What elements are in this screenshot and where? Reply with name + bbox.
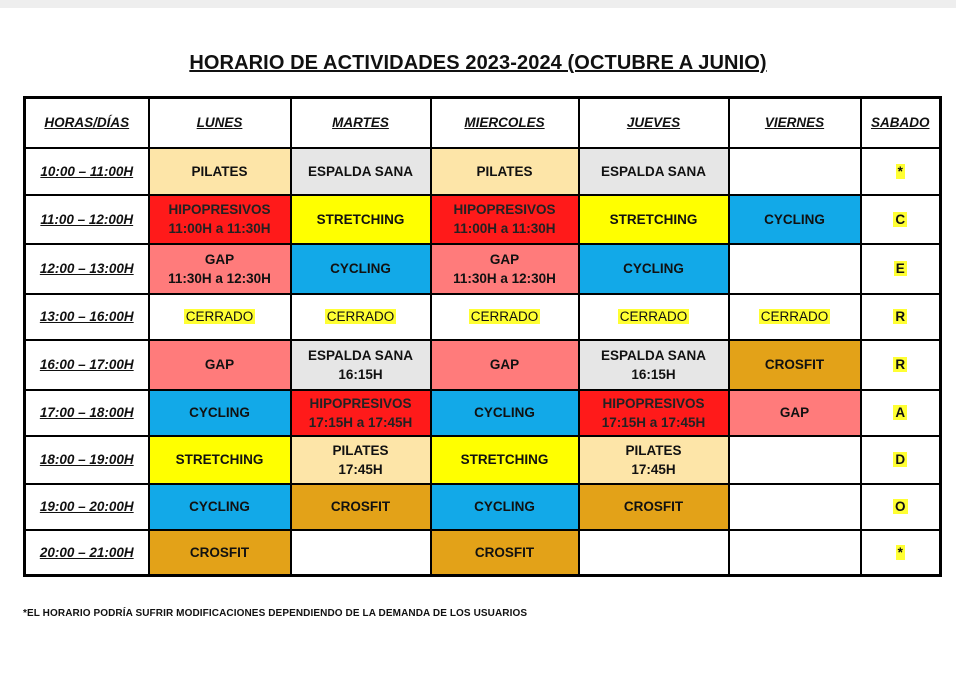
saturday-cell	[861, 436, 941, 484]
saturday-letter: D	[895, 452, 906, 467]
table-row	[25, 390, 941, 436]
activity-cell	[149, 244, 291, 294]
activity-cell	[291, 340, 431, 390]
activity-name: CERRADO	[619, 309, 688, 324]
activity-cell	[729, 390, 861, 436]
activity-time: 16:15H	[631, 366, 676, 382]
activity-name: PILATES	[191, 163, 248, 179]
saturday-letter: R	[895, 357, 906, 372]
hour-cell: 16:00 – 17:00H	[25, 340, 149, 390]
activity-cell	[579, 294, 729, 340]
table-row	[25, 244, 941, 294]
activity-name: PILATES	[625, 442, 682, 458]
table-row	[25, 530, 941, 576]
activity-name: HIPOPRESIVOS	[602, 395, 705, 411]
activity-cell	[291, 244, 431, 294]
saturday-letter: A	[895, 405, 906, 420]
activity-cell	[291, 148, 431, 195]
hour-cell: 11:00 – 12:00H	[25, 195, 149, 244]
header-thursday: JUEVES	[579, 98, 729, 148]
activity-time: 17:45H	[338, 461, 383, 477]
activity-cell	[729, 436, 861, 484]
activity-cell	[431, 244, 579, 294]
table-row	[25, 436, 941, 484]
activity-cell	[291, 294, 431, 340]
activity-name: GAP	[779, 405, 810, 420]
activity-name: ESPALDA SANA	[307, 347, 413, 363]
activity-cell	[729, 294, 861, 340]
activity-time: 11:00H a 11:30H	[168, 221, 271, 236]
saturday-cell	[861, 244, 941, 294]
activity-time: 17:45H	[631, 461, 676, 477]
activity-cell	[431, 340, 579, 390]
hour-cell: 17:00 – 18:00H	[25, 390, 149, 436]
header-tuesday: MARTES	[291, 98, 431, 148]
top-bar	[0, 0, 956, 8]
schedule-table	[23, 96, 942, 577]
hour-cell: 19:00 – 20:00H	[25, 484, 149, 530]
saturday-letter: O	[894, 499, 906, 514]
saturday-cell	[861, 530, 941, 576]
activity-name: STRETCHING	[175, 452, 264, 467]
activity-time: 17:15H a 17:45H	[601, 414, 706, 430]
hour-cell: 10:00 – 11:00H	[25, 148, 149, 195]
activity-cell	[431, 484, 579, 530]
table-row	[25, 294, 941, 340]
saturday-letter: *	[897, 544, 903, 560]
activity-cell	[149, 195, 291, 244]
activity-cell	[291, 436, 431, 484]
activity-name: CERRADO	[470, 309, 539, 324]
activity-cell	[431, 436, 579, 484]
activity-time: 16:15H	[338, 366, 383, 382]
activity-name: PILATES	[476, 163, 533, 179]
activity-name: STRETCHING	[460, 452, 549, 467]
activity-cell	[149, 530, 291, 576]
activity-name: CYCLING	[623, 261, 684, 276]
activity-name: CYCLING	[330, 261, 391, 276]
saturday-cell	[861, 340, 941, 390]
activity-cell	[149, 340, 291, 390]
table-row	[25, 340, 941, 390]
header-row	[25, 98, 941, 148]
activity-name: CYCLING	[474, 499, 535, 514]
activity-name: CROSFIT	[623, 499, 684, 514]
activity-cell	[579, 390, 729, 436]
hour-cell: 20:00 – 21:00H	[25, 530, 149, 576]
table-row	[25, 484, 941, 530]
activity-name: ESPALDA SANA	[600, 347, 706, 363]
header-wednesday: MIERCOLES	[431, 98, 579, 148]
activity-name: CROSFIT	[764, 357, 825, 372]
activity-cell	[291, 530, 431, 576]
activity-cell	[431, 530, 579, 576]
activity-cell	[291, 484, 431, 530]
activity-name: CYCLING	[189, 405, 250, 420]
activity-cell	[579, 195, 729, 244]
saturday-letter: E	[895, 261, 905, 276]
activity-cell	[579, 484, 729, 530]
activity-cell	[579, 244, 729, 294]
activity-cell	[149, 436, 291, 484]
activity-cell	[431, 390, 579, 436]
hour-cell: 13:00 – 16:00H	[25, 294, 149, 340]
activity-name: STRETCHING	[609, 211, 698, 227]
activity-name: GAP	[204, 251, 235, 267]
activity-cell	[729, 484, 861, 530]
activity-name: HIPOPRESIVOS	[168, 202, 271, 217]
activity-name: CERRADO	[326, 309, 395, 324]
activity-cell	[149, 390, 291, 436]
table-row	[25, 148, 941, 195]
activity-cell	[149, 294, 291, 340]
activity-cell	[579, 530, 729, 576]
hour-cell: 12:00 – 13:00H	[25, 244, 149, 294]
activity-name: CERRADO	[760, 309, 829, 324]
activity-cell	[149, 484, 291, 530]
saturday-cell	[861, 195, 941, 244]
activity-cell	[729, 340, 861, 390]
activity-cell	[579, 148, 729, 195]
saturday-letter: *	[897, 163, 903, 179]
header-saturday: SABADO	[861, 98, 941, 148]
activity-name: CERRADO	[185, 309, 254, 324]
activity-name: CROSFIT	[189, 544, 250, 560]
activity-cell	[291, 195, 431, 244]
page-title: HORARIO DE ACTIVIDADES 2023-2024 (OCTUBRE A JUNIO)	[189, 52, 767, 74]
activity-name: GAP	[204, 357, 235, 372]
activity-cell	[729, 195, 861, 244]
activity-cell	[149, 148, 291, 195]
activity-cell	[729, 148, 861, 195]
saturday-cell	[861, 390, 941, 436]
activity-name: CYCLING	[474, 405, 535, 420]
header-monday: LUNES	[149, 98, 291, 148]
activity-cell	[729, 530, 861, 576]
activity-name: ESPALDA SANA	[307, 163, 413, 179]
activity-name: PILATES	[332, 442, 389, 458]
saturday-letter: R	[895, 309, 906, 324]
activity-time: 11:30H a 12:30H	[453, 270, 556, 286]
activity-time: 11:30H a 12:30H	[168, 270, 271, 286]
saturday-letter: C	[895, 211, 906, 227]
activity-name: STRETCHING	[316, 211, 405, 227]
hour-cell: 18:00 – 19:00H	[25, 436, 149, 484]
table-row	[25, 195, 941, 244]
activity-name: GAP	[489, 251, 520, 267]
activity-cell	[579, 340, 729, 390]
activity-name: CROSFIT	[330, 499, 391, 514]
activity-cell	[431, 294, 579, 340]
activity-name: HIPOPRESIVOS	[309, 395, 412, 411]
saturday-cell	[861, 484, 941, 530]
saturday-cell	[861, 148, 941, 195]
saturday-cell	[861, 294, 941, 340]
activity-cell	[431, 195, 579, 244]
activity-cell	[729, 244, 861, 294]
activity-name: HIPOPRESIVOS	[453, 202, 556, 217]
activity-cell	[579, 436, 729, 484]
activity-time: 11:00H a 11:30H	[453, 221, 556, 236]
header-hours: HORAS/DÍAS	[25, 98, 149, 148]
activity-name: ESPALDA SANA	[600, 163, 706, 179]
activity-name: GAP	[489, 357, 520, 372]
activity-cell	[291, 390, 431, 436]
activity-name: CYCLING	[764, 211, 825, 227]
activity-cell	[431, 148, 579, 195]
footnote: *EL HORARIO PODRÍA SUFRIR MODIFICACIONES DEPENDIENDO DE LA DEMANDA DE LOS USUARIOS	[23, 608, 528, 619]
activity-name: CROSFIT	[474, 544, 535, 560]
header-friday: VIERNES	[729, 98, 861, 148]
activity-name: CYCLING	[189, 499, 250, 514]
activity-time: 17:15H a 17:45H	[308, 414, 413, 430]
